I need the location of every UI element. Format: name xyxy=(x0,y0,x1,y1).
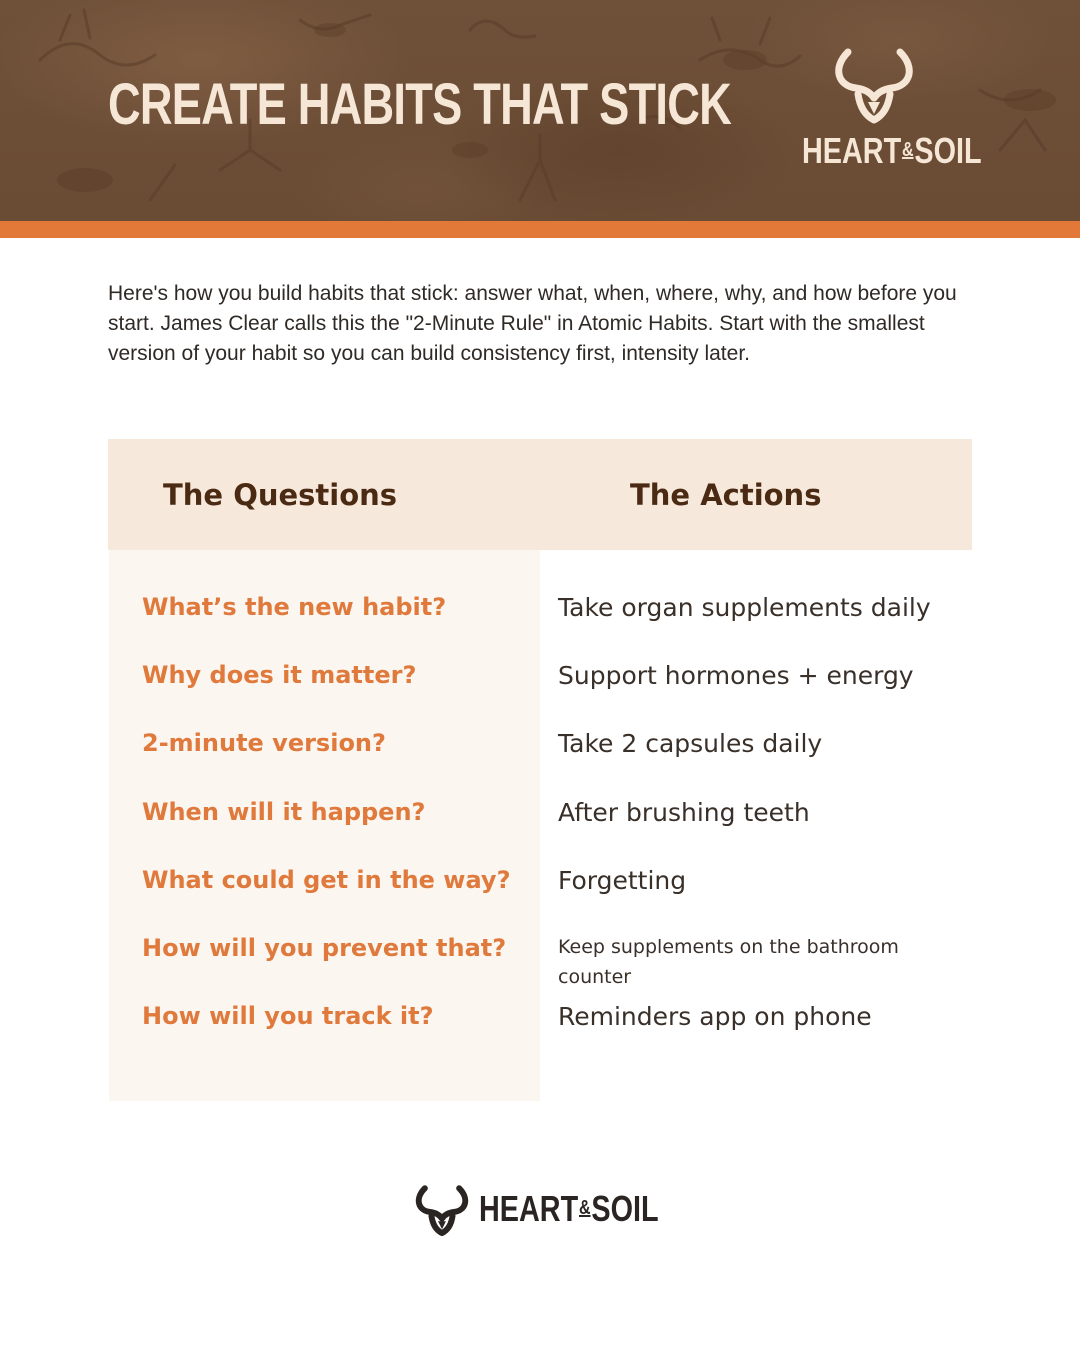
question-two-minute-version: 2-minute version? xyxy=(142,729,386,757)
bull-skull-icon xyxy=(413,1184,471,1236)
action-obstacle: Forgetting xyxy=(558,866,687,895)
action-when-happen: After brushing teeth xyxy=(558,798,810,827)
action-prevent: Keep supplements on the bathroom counter xyxy=(558,936,899,988)
question-obstacle: What could get in the way? xyxy=(142,866,511,894)
page-title: CREATE HABITS THAT STICK xyxy=(108,72,732,137)
column-header-questions: The Questions xyxy=(163,478,398,512)
action-track: Reminders app on phone xyxy=(558,1002,872,1031)
accent-divider xyxy=(0,221,1080,238)
question-prevent: How will you prevent that? xyxy=(142,934,507,962)
question-new-habit: What’s the new habit? xyxy=(142,593,447,621)
header-banner xyxy=(0,0,1080,221)
question-when-happen: When will it happen? xyxy=(142,798,426,826)
action-why-matter: Support hormones + energy xyxy=(558,661,914,690)
question-track: How will you track it? xyxy=(142,1002,434,1030)
action-new-habit: Take organ supplements daily xyxy=(558,593,931,622)
intro-paragraph: Here's how you build habits that stick: answer what, when, where, why, and how before you start. James Clear calls this the "2-Minute Rule" in Atomic Habits. Start with the smallest version of your habit so you can build consistency first, intensity later. xyxy=(108,282,957,365)
action-two-minute-version: Take 2 capsules daily xyxy=(558,729,823,758)
brand-logo-header[interactable] xyxy=(784,46,982,176)
brand-wordmark: HEART&SOIL xyxy=(479,1188,659,1229)
question-why-matter: Why does it matter? xyxy=(142,661,417,689)
brand-wordmark: HEART&SOIL xyxy=(802,130,982,171)
column-header-actions: The Actions xyxy=(630,478,822,512)
table-header xyxy=(108,439,972,550)
brand-logo-footer[interactable] xyxy=(413,1180,673,1240)
bull-skull-icon xyxy=(830,46,918,124)
